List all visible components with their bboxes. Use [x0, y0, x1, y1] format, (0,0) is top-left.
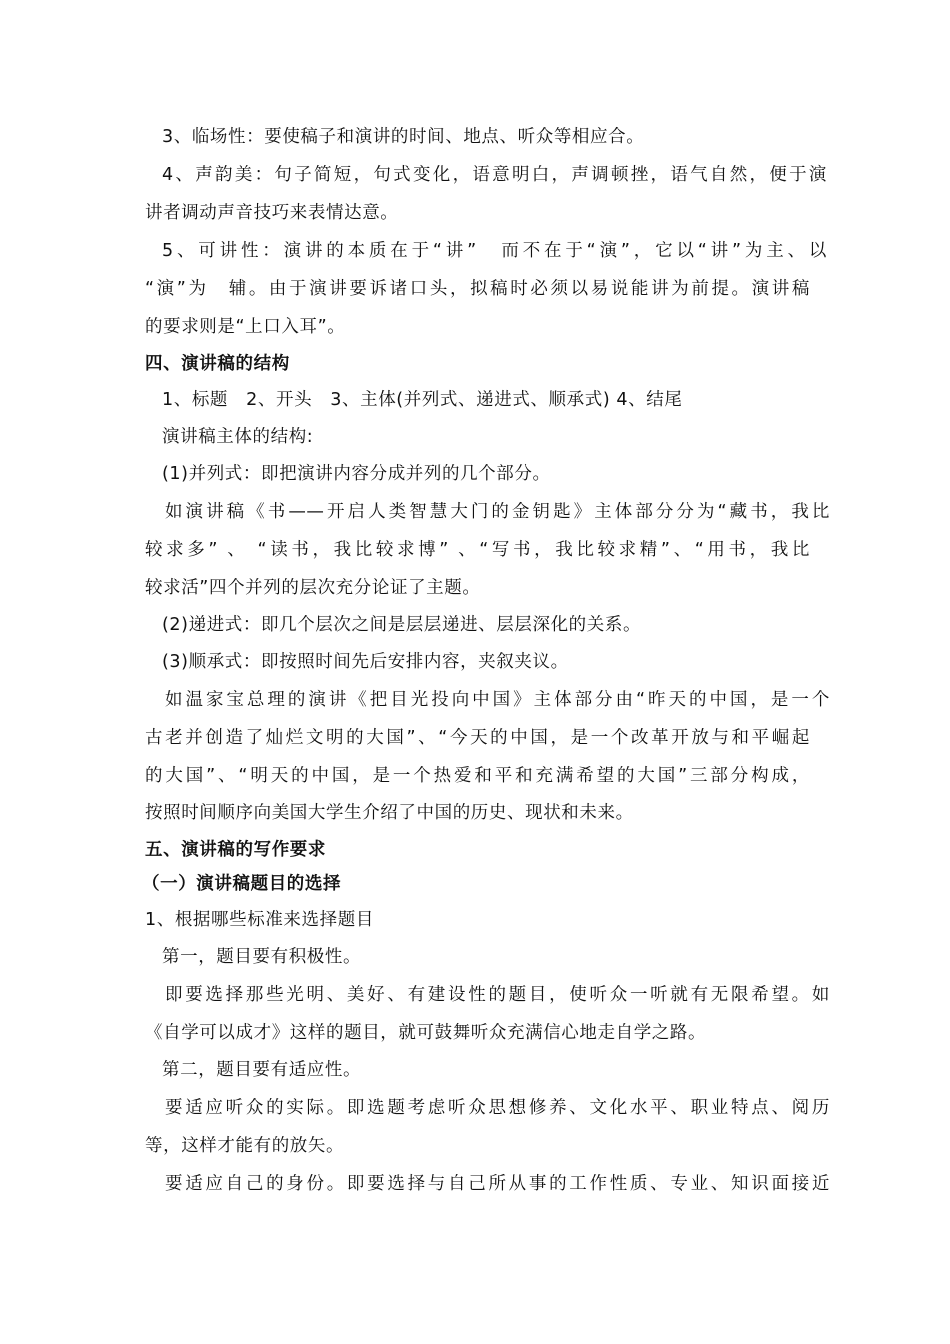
paragraph-line: (1)并列式：即把演讲内容分成并列的几个部分。: [162, 464, 551, 484]
paragraph-line: “演”为 辅。由于演讲要诉诸口头，拟稿时必须以易说能讲为前提。演讲稿: [145, 279, 810, 299]
paragraph-line: 的大国”、“明天的中国，是一个热爱和平和充满希望的大国”三部分构成，: [145, 766, 810, 786]
paragraph-line: 较求多” 、 “读书，我比较求博” 、“写书，我比较求精”、“用书，我比: [145, 540, 810, 560]
paragraph-line: 等，这样才能有的放矢。: [145, 1136, 345, 1156]
paragraph-line: 古老并创造了灿烂文明的大国”、“今天的中国，是一个改革开放与和平崛起: [145, 728, 810, 748]
paragraph-line: 的要求则是“上口入耳”。: [145, 317, 346, 337]
paragraph-line: 讲者调动声音技巧来表情达意。: [145, 203, 399, 223]
section-heading: 五、演讲稿的写作要求: [145, 840, 326, 860]
paragraph-line: 3、临场性：要使稿子和演讲的时间、地点、听众等相应合。: [162, 127, 645, 147]
paragraph-line: 如演讲稿《书——开启人类智慧大门的金钥匙》主体部分分为“藏书，我比: [165, 502, 830, 522]
paragraph-line: 第二，题目要有适应性。: [162, 1060, 362, 1080]
paragraph-line: 1、标题 2、开头 3、主体(并列式、递进式、顺承式) 4、结尾: [162, 390, 683, 410]
paragraph-line: 1、根据哪些标准来选择题目: [145, 910, 374, 930]
paragraph-line: 《自学可以成才》这样的题目，就可鼓舞听众充满信心地走自学之路。: [145, 1023, 707, 1043]
paragraph-line: (3)顺承式：即按照时间先后安排内容，夹叙夹议。: [162, 652, 569, 672]
paragraph-line: 如温家宝总理的演讲《把目光投向中国》主体部分由“昨天的中国，是一个: [165, 690, 830, 710]
section-heading: 四、演讲稿的结构: [145, 354, 290, 374]
paragraph-line: (2)递进式：即几个层次之间是层层递进、层层深化的关系。: [162, 615, 642, 635]
paragraph-line: 5、可讲性：演讲的本质在于“讲” 而不在于“演”，它以“讲”为主、以: [162, 241, 827, 261]
paragraph-line: 第一，题目要有积极性。: [162, 947, 362, 967]
paragraph-line: 演讲稿主体的结构:: [162, 427, 314, 447]
subsection-heading: （一）演讲稿题目的选择: [142, 874, 342, 894]
paragraph-line: 要适应听众的实际。即选题考虑听众思想修养、文化水平、职业特点、阅历: [165, 1098, 830, 1118]
paragraph-line: 即要选择那些光明、美好、有建设性的题目，使听众一听就有无限希望。如: [165, 985, 830, 1005]
paragraph-line: 较求活”四个并列的层次充分论证了主题。: [145, 578, 481, 598]
paragraph-line: 4、声韵美：句子简短，句式变化，语意明白，声调顿挫，语气自然，便于演: [162, 165, 827, 185]
paragraph-line: 要适应自己的身份。即要选择与自己所从事的工作性质、专业、知识面接近: [165, 1174, 830, 1194]
paragraph-line: 按照时间顺序向美国大学生介绍了中国的历史、现状和未来。: [145, 803, 634, 823]
